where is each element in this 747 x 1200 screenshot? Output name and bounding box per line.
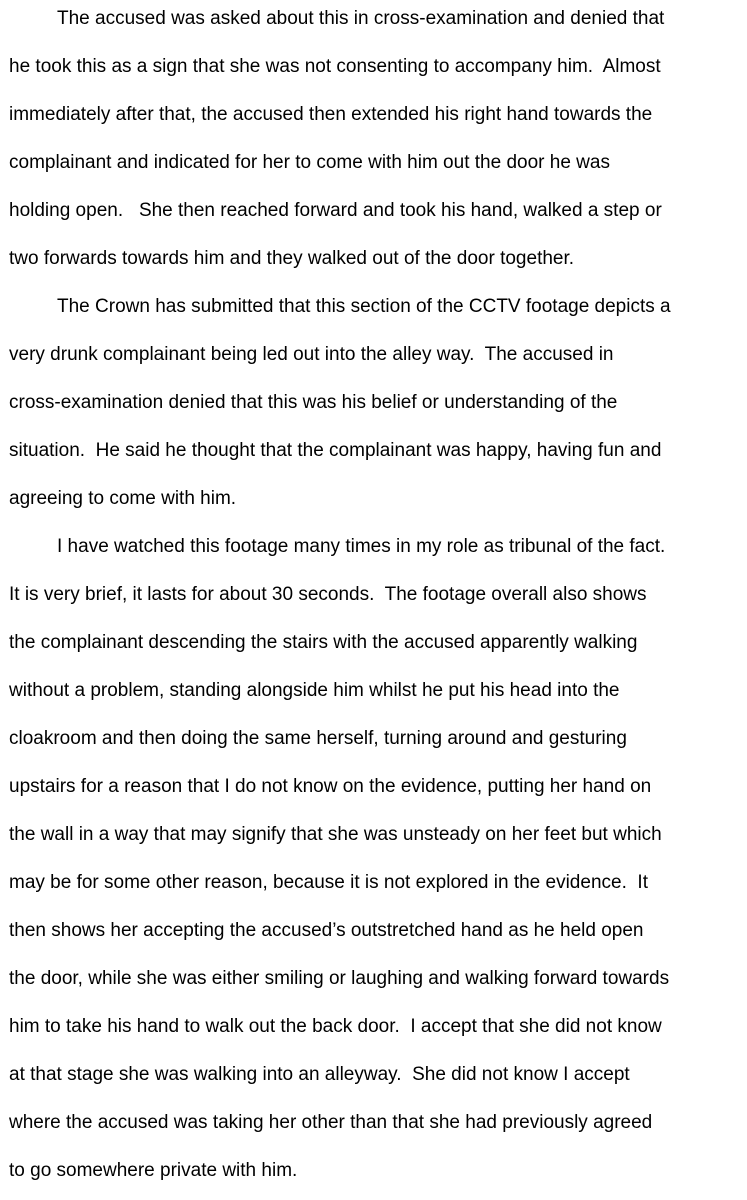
paragraph-3-line-9: then shows her accepting the accused’s outstretched hand as he held open: [9, 920, 644, 941]
paragraph-3-line-8: may be for some other reason, because it is not explored in the evidence. It: [9, 872, 648, 893]
paragraph-3-line-7: the wall in a way that may signify that she was unsteady on her feet but which: [9, 824, 662, 845]
paragraph-3-line-2: It is very brief, it lasts for about 30 seconds. The footage overall also shows: [9, 584, 647, 605]
paragraph-3-line-10: the door, while she was either smiling or laughing and walking forward towards: [9, 968, 670, 989]
paragraph-2-line-5: agreeing to come with him.: [9, 488, 237, 509]
paragraph-2-line-2: very drunk complainant being led out into the alley way. The accused in: [9, 344, 614, 365]
paragraph-1-line-2: he took this as a sign that she was not consenting to accompany him. Almost: [9, 56, 661, 77]
paragraph-2-line-1: The Crown has submitted that this section of the CCTV footage depicts a: [57, 296, 671, 317]
paragraph-3-line-13: where the accused was taking her other than that she had previously agreed: [9, 1112, 653, 1133]
paragraph-3-line-1: I have watched this footage many times in my role as tribunal of the fact.: [57, 536, 666, 557]
paragraph-3-line-14: to go somewhere private with him.: [9, 1160, 298, 1181]
paragraph-1-line-4: complainant and indicated for her to come with him out the door he was: [9, 152, 610, 173]
paragraph-1-line-1: The accused was asked about this in cross-examination and denied that: [57, 8, 665, 29]
paragraph-3-line-3: the complainant descending the stairs with the accused apparently walking: [9, 632, 638, 653]
paragraph-2-line-4: situation. He said he thought that the complainant was happy, having fun and: [9, 440, 662, 461]
paragraph-2-line-3: cross-examination denied that this was his belief or understanding of the: [9, 392, 618, 413]
paragraph-1-line-3: immediately after that, the accused then extended his right hand towards the: [9, 104, 653, 125]
paragraph-1-line-5: holding open. She then reached forward and took his hand, walked a step or: [9, 200, 662, 221]
paragraph-3-line-12: at that stage she was walking into an alleyway. She did not know I accept: [9, 1064, 630, 1085]
paragraph-3-line-11: him to take his hand to walk out the back door. I accept that she did not know: [9, 1016, 662, 1037]
paragraph-3-line-6: upstairs for a reason that I do not know on the evidence, putting her hand on: [9, 776, 652, 797]
paragraph-3-line-4: without a problem, standing alongside him whilst he put his head into the: [9, 680, 620, 701]
paragraph-1-line-6: two forwards towards him and they walked out of the door together.: [9, 248, 575, 269]
paragraph-3-line-5: cloakroom and then doing the same herself, turning around and gesturing: [9, 728, 627, 749]
